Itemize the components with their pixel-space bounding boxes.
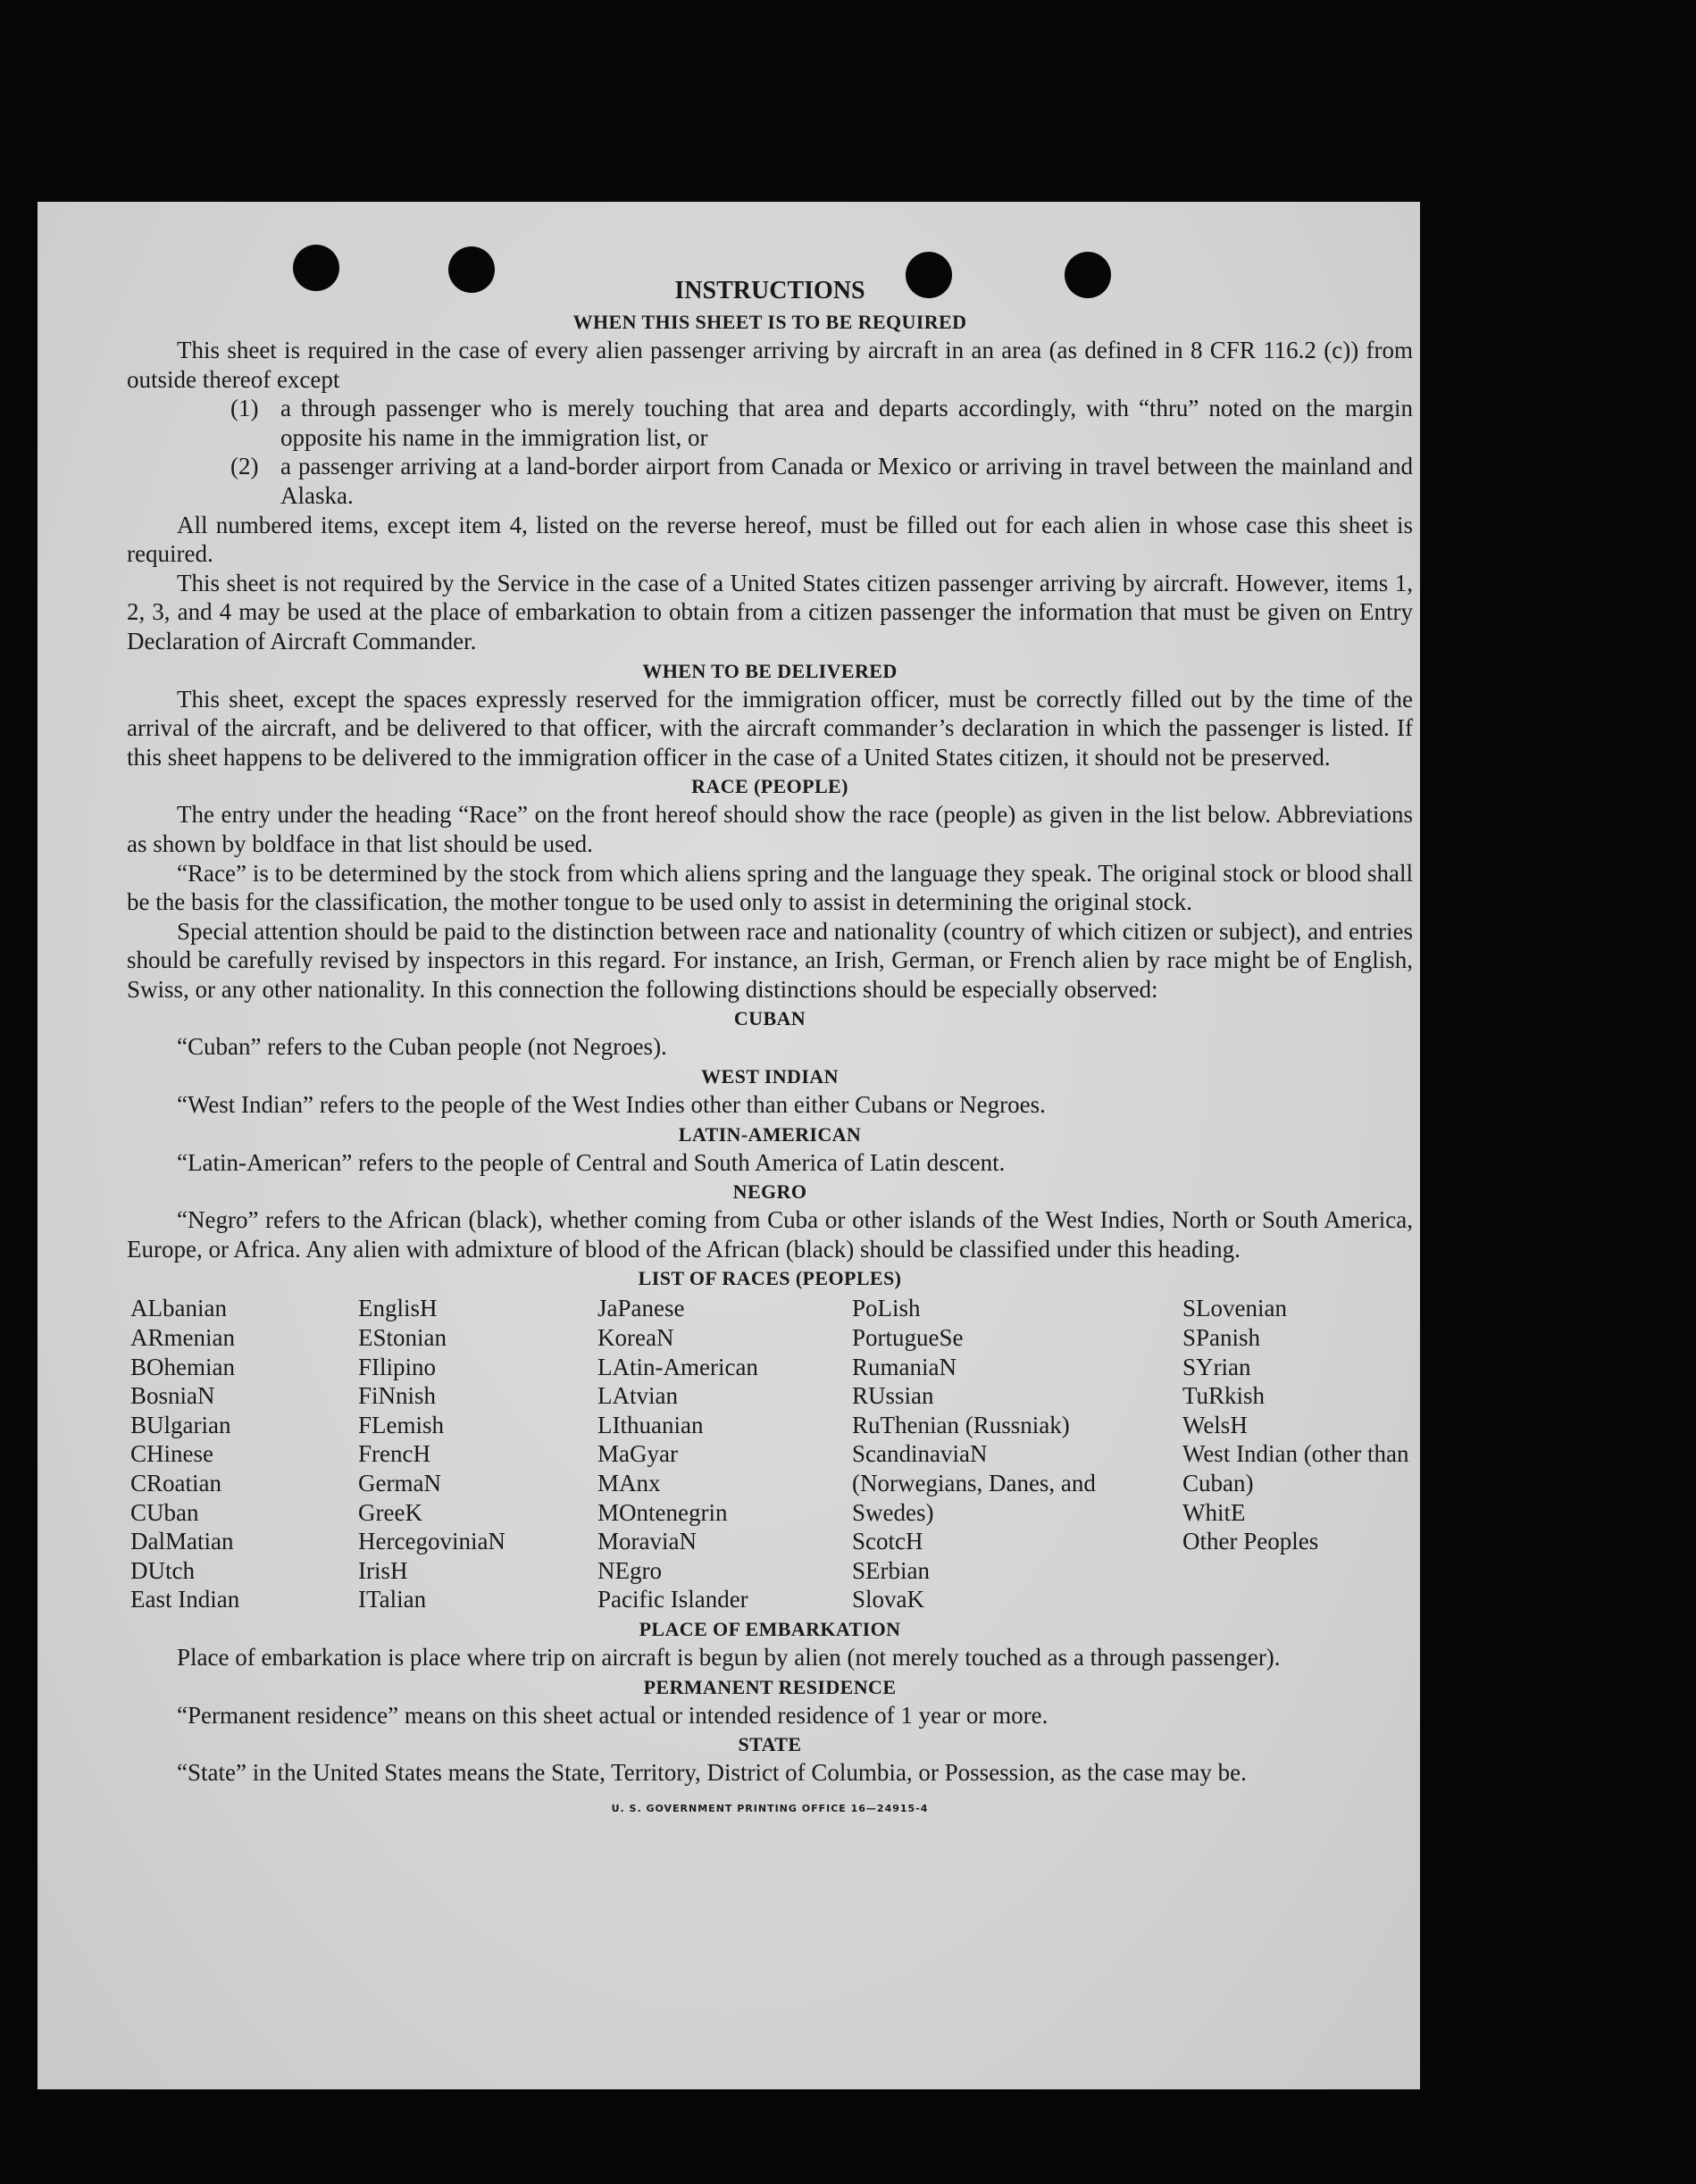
race-entry: GermaN [358, 1470, 441, 1496]
race-entry: BUlgarian [130, 1411, 231, 1438]
race-entry: KoreaN [597, 1324, 674, 1352]
race-column [358, 1294, 597, 1614]
race-entry: EnglisH [358, 1295, 438, 1322]
paragraph: Place of embarkation is place where trip on aircraft is begun by alien (not merely touched as a through passenger). [177, 1643, 1281, 1671]
race-column [1182, 1294, 1416, 1614]
race-entry: SPanish [1182, 1324, 1261, 1352]
section-heading-embarkation: PLACE OF EMBARKATION [639, 1617, 901, 1640]
race-entry: MOntenegrin [597, 1498, 728, 1526]
printer-imprint: U. S. GOVERNMENT PRINTING OFFICE 16—24915-4 [611, 1802, 929, 1814]
race-entry: FLemish [358, 1411, 445, 1438]
item-number: (1) [230, 395, 259, 422]
section-heading-list-of-races: LIST OF RACES (PEOPLES) [638, 1267, 902, 1290]
race-entry: JaPanese [597, 1295, 685, 1322]
paragraph: “Permanent residence” means on this sheet actual or intended residence of 1 year or more. [177, 1701, 1049, 1729]
race-entry: FIlipino [358, 1353, 437, 1380]
paragraph: Special attention should be paid to the distinction between race and nationality (country of which citizen or subject), and entries should be carefully revised by inspectors in this regard. For instance, an Irish, German, or French alien by race might be of English, Swiss, or any other nationality. In this connection the following distinctions should be especially observed: [127, 917, 1413, 1003]
race-entry: MaGyar [597, 1440, 678, 1468]
race-entry: WhitE [1182, 1498, 1246, 1526]
item-number: (2) [230, 453, 259, 480]
race-entry: NEgro [597, 1556, 662, 1584]
section-heading-state: STATE [738, 1733, 802, 1756]
race-entry: West Indian (other than Cuban) [1182, 1440, 1409, 1496]
race-list [130, 1294, 1413, 1614]
exception-item [230, 394, 1413, 452]
race-entry: CUban [130, 1498, 199, 1526]
race-entry: PortugueSe [852, 1324, 964, 1352]
race-entry: BosniaN [130, 1382, 215, 1410]
race-entry: MAnx [597, 1470, 661, 1496]
race-entry: ITalian [358, 1586, 427, 1613]
exception-item [230, 452, 1413, 510]
paragraph: The entry under the heading “Race” on the front hereof should show the race (people) as given in the list below. Abbreviations as shown by boldface in that list should be used. [127, 801, 1413, 857]
race-entry: SlovaK [852, 1586, 924, 1613]
race-entry: CRoatian [130, 1470, 221, 1496]
section-heading-when-required: WHEN THIS SHEET IS TO BE REQUIRED [572, 311, 967, 333]
section-heading-race: RACE (PEOPLE) [691, 775, 848, 798]
race-entry: SLovenian [1182, 1295, 1287, 1322]
paragraph: This sheet is required in the case of every alien passenger arriving by aircraft in an area (as defined in 8 CFR 116.2 (c)) from outside thereof except [127, 337, 1413, 393]
race-entry: LIthuanian [597, 1411, 704, 1438]
item-text: a passenger arriving at a land-border airport from Canada or Mexico or arriving in travel between the mainland and Alaska. [280, 453, 1413, 509]
section-heading-residence: PERMANENT RESIDENCE [643, 1675, 897, 1698]
race-entry: Other Peoples [1182, 1528, 1319, 1555]
instructions-content [127, 275, 1413, 1823]
document-sheet [38, 202, 1420, 2089]
race-entry: PoLish [852, 1295, 921, 1322]
race-entry: MoraviaN [597, 1528, 697, 1555]
race-entry: DUtch [130, 1556, 195, 1584]
paragraph: “Negro” refers to the African (black), whether coming from Cuba or other islands of the West Indies, North or South America, Europe, or Africa. Any alien with admixture of blood of the African (black) should be classified under this heading. [127, 1206, 1413, 1263]
race-entry: FiNnish [358, 1382, 437, 1410]
race-entry: IrisH [358, 1556, 408, 1584]
section-heading-cuban: CUBAN [733, 1007, 806, 1030]
section-heading-west-indian: WEST INDIAN [701, 1065, 839, 1088]
race-entry: LAtvian [597, 1382, 678, 1410]
race-entry: WelsH [1182, 1411, 1248, 1438]
race-entry: DalMatian [130, 1528, 234, 1555]
paragraph: “Cuban” refers to the Cuban people (not Negroes). [177, 1033, 667, 1061]
race-entry: GreeK [358, 1498, 422, 1526]
race-entry: LAtin-American [597, 1353, 758, 1380]
race-entry: East Indian [130, 1586, 240, 1613]
race-entry: RumaniaN [852, 1353, 957, 1380]
race-entry: BOhemian [130, 1353, 235, 1380]
race-entry: Pacific Islander [597, 1586, 748, 1613]
race-entry: SErbian [852, 1556, 930, 1584]
race-entry: ScandinaviaN (Norwegians, Danes, and Swedes) [852, 1440, 1096, 1526]
race-entry: RUssian [852, 1382, 934, 1410]
race-column [852, 1294, 1182, 1614]
race-entry: HercegoviniaN [358, 1528, 505, 1555]
paragraph: All numbered items, except item 4, listed on the reverse hereof, must be filled out for each alien in whose case this sheet is required. [127, 511, 1413, 568]
race-entry: CHinese [130, 1440, 213, 1468]
race-entry: SYrian [1182, 1353, 1251, 1380]
race-column [597, 1294, 852, 1614]
page-title: INSTRUCTIONS [674, 277, 865, 304]
section-heading-negro: NEGRO [732, 1180, 807, 1204]
race-entry: RuThenian (Russniak) [852, 1411, 1070, 1438]
paragraph: This sheet, except the spaces expressly reserved for the immigration officer, must be correctly filled out by the time of the arrival of the aircraft, and be delivered to that officer, with the aircraft commander’s declaration in which the passenger is listed. If this sheet happens to be delivered to the immigration officer in the case of a United States citizen, it should not be preserved. [127, 685, 1413, 771]
race-column [130, 1294, 358, 1614]
race-entry: TuRkish [1182, 1382, 1266, 1410]
paragraph: “State” in the United States means the State, Territory, District of Columbia, or Possession, as the case may be. [177, 1759, 1247, 1787]
section-heading-when-delivered: WHEN TO BE DELIVERED [642, 659, 898, 682]
race-entry: FrencH [358, 1440, 430, 1468]
item-text: a through passenger who is merely touching that area and departs accordingly, with “thru” noted on the margin opposite his name in the immigration list, or [280, 395, 1413, 451]
race-entry: ARmenian [130, 1324, 235, 1352]
section-heading-latin-american: LATIN-AMERICAN [678, 1122, 862, 1146]
paragraph: “Race” is to be determined by the stock from which aliens spring and the language they speak. The original stock or blood shall be the basis for the classification, the mother tongue to be used only to assist in determining the original stock. [127, 859, 1413, 916]
paragraph: “Latin-American” refers to the people of Central and South America of Latin descent. [177, 1148, 1006, 1176]
paragraph: This sheet is not required by the Service in the case of a United States citizen passenger arriving by aircraft. However, items 1, 2, 3, and 4 may be used at the place of embarkation to obtain from a citizen passenger the information that must be given on Entry Declaration of Aircraft Commander. [127, 569, 1413, 654]
race-entry: ScotcH [852, 1528, 923, 1555]
race-entry: ALbanian [130, 1295, 227, 1322]
paragraph: “West Indian” refers to the people of the West Indies other than either Cubans or Negroes. [177, 1091, 1046, 1119]
race-entry: EStonian [358, 1324, 447, 1352]
